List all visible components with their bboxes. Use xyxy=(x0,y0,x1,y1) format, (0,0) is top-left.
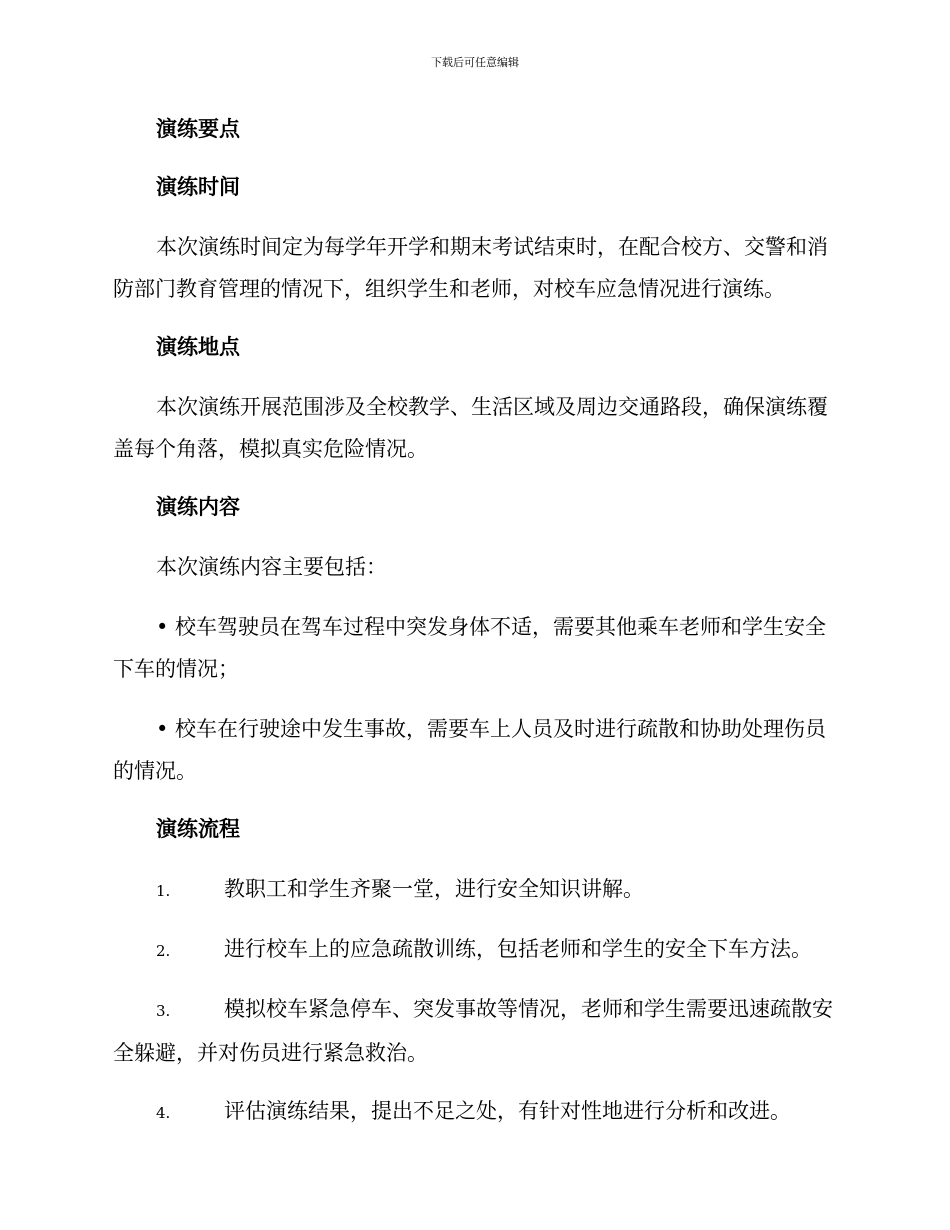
paragraph-drill-location: 本次演练开展范围涉及全校教学、生活区域及周边交通路段，确保演练覆盖每个角落，模拟真实危险情况。 xyxy=(113,395,828,461)
heading-drill-location: 演练地点 xyxy=(156,335,240,359)
document-body xyxy=(113,110,835,1150)
process-step xyxy=(113,928,835,972)
heading-drill-process: 演练流程 xyxy=(156,817,240,841)
process-step xyxy=(113,868,835,912)
step-text: 模拟校车紧急停车、突发事故等情况，老师和学生需要迅速疏散安全躲避，并对伤员进行紧急救治。 xyxy=(113,997,833,1065)
bullet-item: • 校车驾驶员在驾车过程中突发身体不适，需要其他乘车老师和学生安全下车的情况； xyxy=(113,615,827,681)
heading-drill-time: 演练时间 xyxy=(156,175,240,199)
step-text: 评估演练结果，提出不足之处，有针对性地进行分析和改进。 xyxy=(224,1099,791,1123)
process-step xyxy=(113,1090,835,1134)
step-number: 2. xyxy=(156,942,171,960)
page-header: 下载后可任意编辑 xyxy=(431,56,519,69)
step-text: 教职工和学生齐聚一堂，进行安全知识讲解。 xyxy=(224,877,644,901)
step-number: 3. xyxy=(156,1002,171,1020)
paragraph-content-intro: 本次演练内容主要包括： xyxy=(156,555,387,579)
paragraph-drill-time: 本次演练时间定为每学年开学和期末考试结束时，在配合校方、交警和消防部门教育管理的情况下，组织学生和老师，对校车应急情况进行演练。 xyxy=(113,235,828,301)
process-step xyxy=(113,988,835,1074)
step-text: 进行校车上的应急疏散训练，包括老师和学生的安全下车方法。 xyxy=(224,937,812,961)
heading-drill-content: 演练内容 xyxy=(156,495,240,519)
heading-key-points: 演练要点 xyxy=(156,117,240,141)
step-number: 1. xyxy=(156,882,171,900)
bullet-item: • 校车在行驶途中发生事故，需要车上人员及时进行疏散和协助处理伤员的情况。 xyxy=(113,717,827,783)
step-number: 4. xyxy=(156,1104,171,1122)
